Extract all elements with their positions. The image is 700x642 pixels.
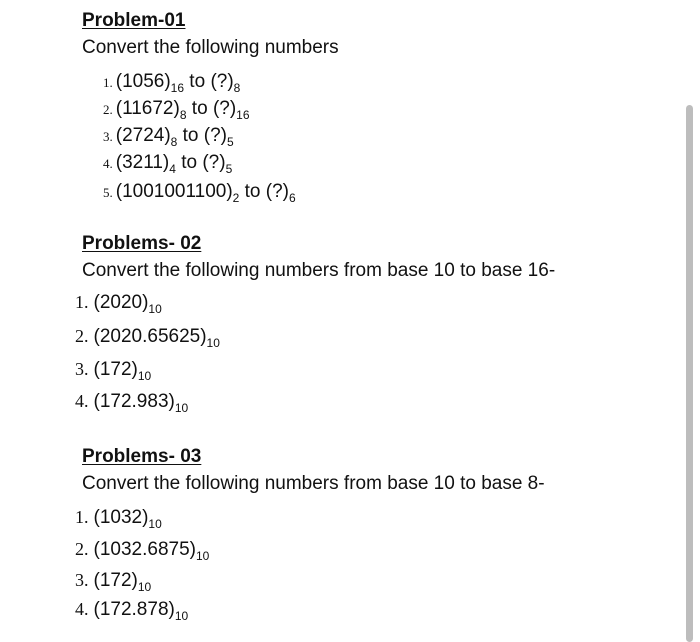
problem-01-item: 5. $(1001001100)_2$ to $(?)_6$ <box>103 181 296 205</box>
problem-01-heading: Problem-01 <box>82 10 186 31</box>
vertical-scrollbar[interactable] <box>686 105 693 642</box>
problem-02-item: 3. $(172)_{10}$ <box>75 359 152 383</box>
item-number: 2. <box>75 326 89 346</box>
item-number: 1. <box>75 507 89 527</box>
item-number: 2. <box>103 102 113 117</box>
problem-01-item: 3. $(2724)_8$ to $(?)_5$ <box>103 125 234 149</box>
item-number: 2. <box>75 539 89 559</box>
problem-03-item: 3. $(172)_{10}$ <box>75 570 152 594</box>
problem-02-heading: Problems- 02 <box>82 233 202 254</box>
problem-02-item: 1. $(2020)_{10}$ <box>75 292 162 316</box>
item-number: 1. <box>103 75 113 90</box>
problem-02-intro: Convert the following numbers from base 10 to base 16- <box>82 260 556 281</box>
item-number: 1. <box>75 292 89 312</box>
problem-03-item: 2. $(1032.6875)_{10}$ <box>75 539 210 563</box>
problem-02-item: 4. $(172.983)_{10}$ <box>75 391 189 415</box>
problem-01-intro: Convert the following numbers <box>82 37 339 58</box>
problem-03-item: 4. $(172.878)_{10}$ <box>75 599 189 623</box>
problem-01-item: 4. $(3211)_4$ to $(?)_5$ <box>103 152 233 176</box>
item-number: 4. <box>75 599 89 619</box>
problem-03-intro: Convert the following numbers from base 10 to base 8- <box>82 473 545 494</box>
item-number: 3. <box>103 129 113 144</box>
item-number: 3. <box>75 359 89 379</box>
problem-03-item: 1. $(1032)_{10}$ <box>75 507 162 531</box>
item-number: 4. <box>103 156 113 171</box>
problem-01-item: 2. $(11672)_8$ to $(?)_{16}$ <box>103 98 250 122</box>
item-number: 4. <box>75 391 89 411</box>
problem-01-item: 1. $(1056)_{16}$ to $(?)_8$ <box>103 71 241 95</box>
problem-02-item: 2. $(2020.65625)_{10}$ <box>75 326 220 350</box>
item-number: 3. <box>75 570 89 590</box>
problem-03-heading: Problems- 03 <box>82 446 202 467</box>
item-number: 5. <box>103 185 113 200</box>
